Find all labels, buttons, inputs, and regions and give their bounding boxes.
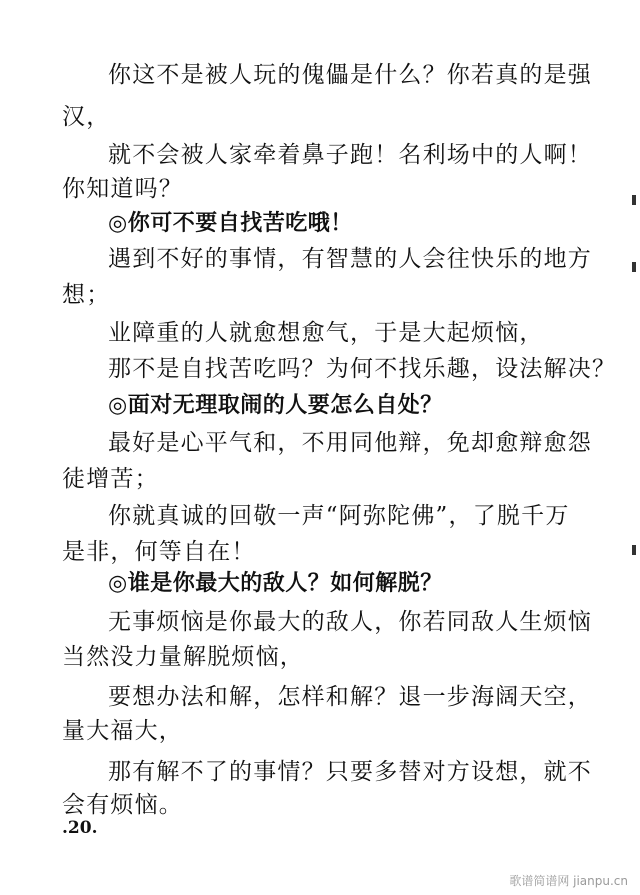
text-line: 那不是自找苦吃吗？为何不找乐趣，设法解决？	[108, 356, 617, 382]
page-number: .20.	[62, 818, 98, 838]
text-line: 是非，何等自在！	[62, 539, 256, 565]
text-line: 业障重的人就愈想愈气，于是大起烦恼，	[108, 320, 544, 346]
scan-edge-mark	[632, 262, 636, 272]
text-line: 汉，	[62, 104, 111, 130]
section-heading: ◎你可不要自找苦吃哦！	[108, 211, 353, 236]
text-line: 想；	[62, 282, 111, 308]
text-line: 无事烦恼是你最大的敌人，你若同敌人生烦恼	[108, 609, 592, 635]
text-line: 你就真诚的回敬一声“阿弥陀佛”，了脱千万	[108, 503, 570, 529]
text-line: 会有烦恼。	[62, 792, 183, 818]
text-line: 要想办法和解，怎样和解？退一步海阔天空，	[108, 684, 592, 710]
section-heading: ◎谁是你最大的敌人？如何解脱？	[108, 571, 443, 596]
text-line: 当然没力量解脱烦恼，	[62, 644, 304, 670]
text-line: 遇到不好的事情，有智慧的人会往快乐的地方	[108, 246, 592, 272]
text-line: 你知道吗？	[62, 176, 183, 202]
text-line: 徒增苦；	[62, 466, 159, 492]
site-watermark: 歌谱简谱网 jianpu.cn	[509, 874, 628, 888]
text-line: 就不会被人家牵着鼻子跑！名利场中的人啊！	[108, 142, 592, 168]
scan-edge-mark	[632, 195, 636, 205]
text-line: 你这不是被人玩的傀儡是什么？你若真的是强	[108, 62, 592, 88]
section-heading: ◎面对无理取闹的人要怎么自处？	[108, 393, 443, 418]
scan-edge-mark	[632, 545, 636, 555]
text-line: 量大福大，	[62, 718, 183, 744]
text-line: 最好是心平气和，不用同他辩，免却愈辩愈怨	[108, 430, 592, 456]
text-line: 那有解不了的事情？只要多替对方设想，就不	[108, 759, 592, 785]
